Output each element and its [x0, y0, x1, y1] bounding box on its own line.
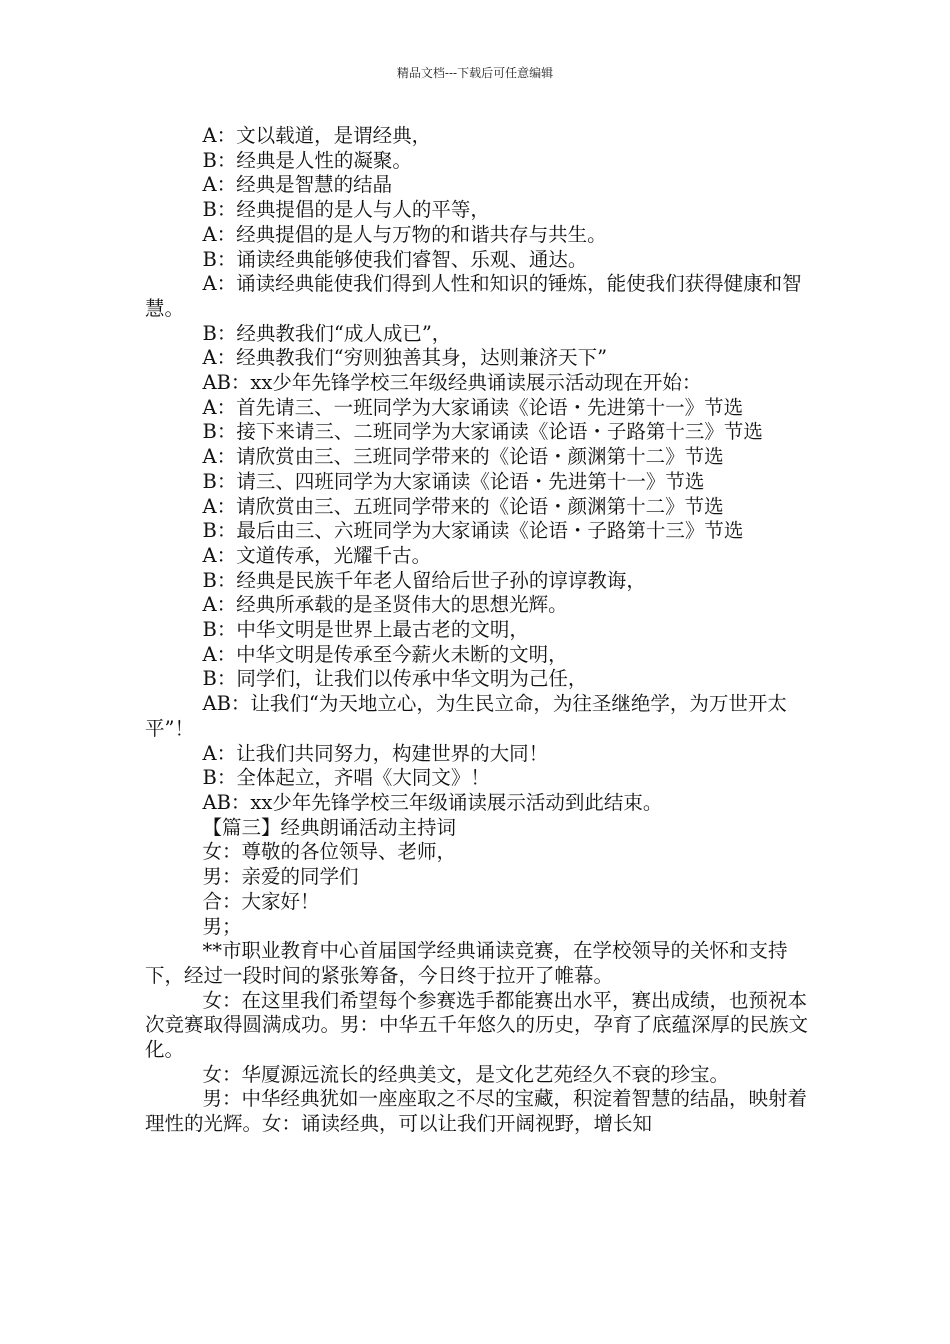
- paragraph: B：请三、四班同学为大家诵读《论语・先进第十一》节选: [202, 469, 705, 493]
- paragraph: B：接下来请三、二班同学为大家诵读《论语・子路第十三》节选: [202, 420, 763, 444]
- paragraph: B：经典是人性的凝聚。: [202, 148, 412, 172]
- paragraph: B：经典教我们“成人成已”，: [202, 321, 452, 345]
- paragraph: A：请欣赏由三、五班同学带来的《论语・颜渊第十二》节选: [202, 494, 724, 518]
- paragraph: AB：xx少年先锋学校三年级诵读展示活动到此结束。: [202, 790, 663, 814]
- page-header: 精品文档---下载后可任意编辑: [396, 66, 554, 80]
- paragraph: 男；: [202, 914, 242, 938]
- paragraph: 男：亲爱的同学们: [202, 865, 359, 889]
- paragraph: A：文道传承，光耀千古。: [202, 543, 432, 567]
- paragraph: B：经典提倡的是人与人的平等，: [202, 198, 490, 222]
- paragraph: B：中华文明是世界上最古老的文明，: [202, 618, 529, 642]
- paragraph: B：诵读经典能够使我们睿智、乐观、通达。: [202, 247, 588, 271]
- paragraph: 男：中华经典犹如一座座取之不尽的宝藏，积淀着智慧的结晶，映射着理性的光辉。女：诵读经典，可以让我们开阔视野，增长知: [145, 1087, 808, 1136]
- paragraph: AB：xx少年先锋学校三年级经典诵读展示活动现在开始：: [202, 371, 702, 395]
- paragraph: **市职业教育中心首届国学经典诵读竞赛，在学校领导的关怀和支持下，经过一段时间的紧张筹备，今日终于拉开了帷幕。: [145, 939, 788, 987]
- paragraph: AB：让我们“为天地立心，为生民立命，为往圣继绝学，为万世开太平”！: [145, 692, 787, 740]
- paragraph: A：经典教我们“穷则独善其身，达则兼济天下”: [202, 346, 608, 370]
- paragraph: A：经典提倡的是人与万物的和谐共存与共生。: [202, 222, 607, 246]
- paragraph: A：请欣赏由三、三班同学带来的《论语・颜渊第十二》节选: [202, 445, 724, 469]
- section-heading: 【篇三】经典朗诵活动主持词: [202, 815, 457, 839]
- paragraph: A：文以载道，是谓经典，: [202, 124, 432, 147]
- paragraph: B：经典是民族千年老人留给后世子孙的谆谆教诲，: [202, 568, 646, 592]
- paragraph: 女：在这里我们希望每个参赛选手都能赛出水平，赛出成绩，也预祝本次竞赛取得圆满成功。男：中华五千年悠久的历史，孕育了底蕴深厚的民族文化。: [145, 988, 809, 1062]
- paragraph: A：诵读经典能使我们得到人性和知识的锤炼，能使我们获得健康和智慧。: [145, 272, 802, 320]
- paragraph: A：首先请三、一班同学为大家诵读《论语・先进第十一》节选: [202, 395, 744, 419]
- paragraph: B：最后由三、六班同学为大家诵读《论语・子路第十三》节选: [202, 519, 744, 543]
- paragraph: A：经典所承载的是圣贤伟大的思想光辉。: [202, 593, 568, 617]
- paragraph: 女：华厦源远流长的经典美文，是文化艺苑经久不衰的珍宝。: [202, 1062, 730, 1086]
- paragraph: 女：尊敬的各位领导、老师，: [202, 840, 457, 864]
- paragraph: 合：大家好！: [202, 889, 320, 913]
- paragraph: A：经典是智慧的结晶: [202, 173, 393, 197]
- document-body: [145, 124, 813, 1137]
- paragraph: B：全体起立，齐唱《大同文》！: [202, 766, 490, 790]
- paragraph: A：让我们共同努力，构建世界的大同！: [202, 741, 549, 765]
- paragraph: A：中华文明是传承至今薪火未断的文明，: [202, 642, 568, 666]
- paragraph: B：同学们，让我们以传承中华文明为己任，: [202, 667, 588, 691]
